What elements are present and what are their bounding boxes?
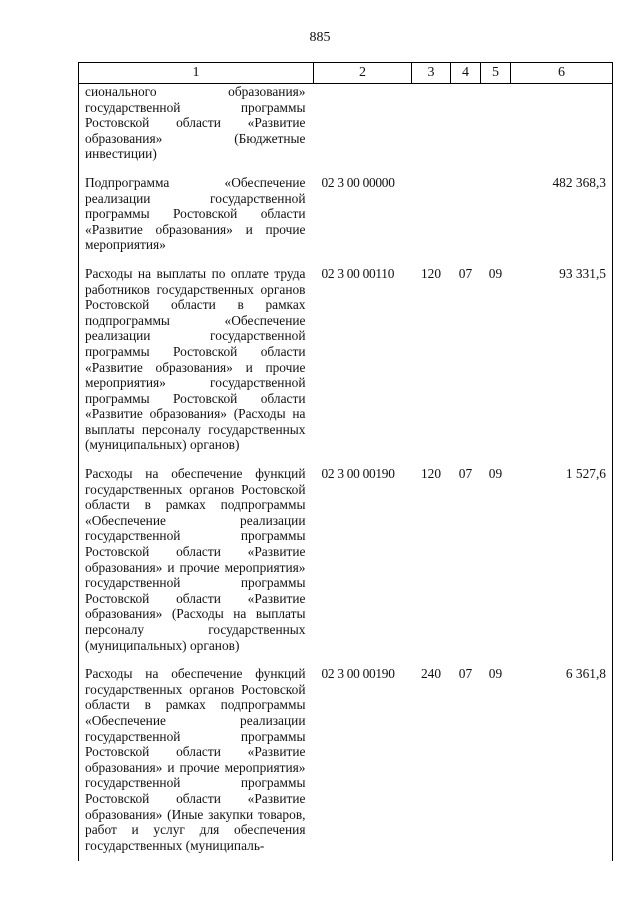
col-header-5: 5: [481, 63, 511, 84]
col-header-6: 6: [511, 63, 613, 84]
row-code: 02 3 00 00000: [321, 174, 395, 190]
row-col3: 120: [420, 265, 442, 281]
row-col4: [451, 84, 481, 170]
col-header-4: 4: [451, 63, 481, 84]
page-number: 885: [309, 30, 331, 45]
table-row: [79, 461, 613, 661]
row-code: 02 3 00 00190: [321, 666, 395, 682]
row-col3: [412, 170, 451, 261]
row-amount: 93 331,5: [511, 261, 613, 461]
row-col4: 07: [458, 466, 473, 482]
row-amount: 482 368,3: [511, 170, 613, 261]
row-col3: 120: [420, 466, 442, 482]
table-row: [79, 84, 613, 170]
row-description: Расходы на обеспечение функций государственных органов Ростовской области в рамках подпрограммы «Обеспечение реализации государственной программы Ростовской области «Развитие образования» и прочие мероприятия» государственной программы Ростовской области «Развитие образования» (Иные закупки товаров, работ и услуг для обеспечения государственных (муниципаль-: [79, 661, 314, 861]
row-amount: 1 527,6: [511, 461, 613, 661]
col-header-1: 1: [79, 63, 314, 84]
row-col5: [481, 84, 511, 170]
row-col3: [412, 84, 451, 170]
row-col5: 09: [488, 265, 503, 281]
row-col3: 240: [420, 666, 442, 682]
row-col5: [481, 170, 511, 261]
col-header-3: 3: [412, 63, 451, 84]
row-description: Расходы на выплаты по оплате труда работников государственных органов Ростовской области в рамках подпрограммы «Обеспечение реализации государственной программы Ростовской области «Развитие образования» и прочие мероприятия» государственной программы Ростовской области «Развитие образования» (Расходы на выплаты персоналу государственных (муниципальных) органов): [79, 261, 314, 461]
header-row: [79, 63, 613, 84]
table-row: [79, 661, 613, 861]
row-amount: 6 361,8: [511, 661, 613, 861]
table-row: [79, 170, 613, 261]
col-header-2: 2: [314, 63, 412, 84]
row-col5: 09: [488, 666, 503, 682]
table-row: [79, 261, 613, 461]
row-code: 02 3 00 00190: [321, 466, 395, 482]
row-col4: 07: [458, 666, 473, 682]
row-col4: [451, 170, 481, 261]
row-col5: 09: [488, 466, 503, 482]
row-code: 02 3 00 00110: [321, 265, 395, 281]
row-description: Подпрограмма «Обеспечение реализации государственной программы Ростовской области «Развитие образования» и прочие мероприятия»: [79, 170, 314, 261]
row-amount: [511, 84, 613, 170]
row-col4: 07: [458, 265, 473, 281]
budget-table: [78, 62, 613, 861]
row-description: сионального образования» государственной программы Ростовской области «Развитие образования» (Бюджетные инвестиции): [79, 84, 314, 170]
row-code: [314, 84, 412, 170]
row-description: Расходы на обеспечение функций государственных органов Ростовской области в рамках подпрограммы «Обеспечение реализации государственной программы Ростовской области «Развитие образования» и прочие мероприятия» государственной программы Ростовской области «Развитие образования» (Расходы на выплаты персоналу государственных (муниципальных) органов): [79, 461, 314, 661]
